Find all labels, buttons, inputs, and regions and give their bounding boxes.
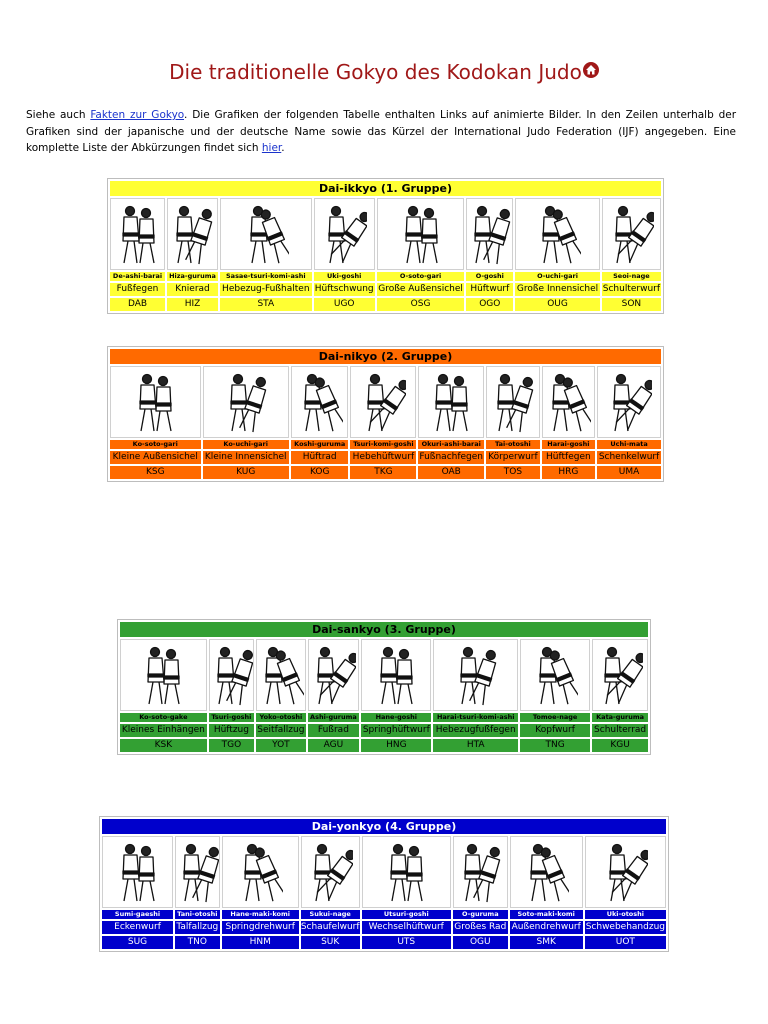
japanese-throw-name: Ko-soto-gari: [110, 440, 201, 449]
german-throw-name: Knierad: [167, 283, 218, 296]
judo-throw-illustration: [223, 369, 269, 435]
judo-throw-illustration: [307, 839, 353, 905]
german-throw-name: Hebezugfußfegen: [433, 724, 518, 737]
japanese-throw-name: Tai-otoshi: [486, 440, 539, 449]
german-throw-name: Großes Rad: [454, 922, 507, 932]
ijf-abbreviation: TGO: [209, 739, 254, 752]
judo-throw-illustration: [115, 201, 161, 267]
judo-throw-illustration: [132, 369, 178, 435]
throw-animation-link[interactable]: [120, 639, 207, 711]
throw-animation-link[interactable]: [220, 198, 312, 270]
judo-throw-illustration: [602, 839, 648, 905]
german-throw-name: Kleine Außensichel: [110, 451, 201, 464]
ijf-abbreviation: OAB: [418, 466, 484, 479]
ijf-abbreviation: TOS: [486, 466, 539, 479]
japanese-throw-name: Tomoe-nage: [520, 713, 590, 722]
judo-throw-illustration: [297, 369, 343, 435]
judo-throw-illustration: [360, 369, 406, 435]
facts-link[interactable]: Fakten zur Gokyo: [90, 109, 185, 121]
ijf-abbreviation-row: [102, 936, 666, 949]
ijf-abbreviation: TNG: [520, 739, 590, 752]
japanese-throw-name: O-guruma: [453, 910, 508, 919]
ijf-abbreviation: UOT: [585, 936, 666, 949]
throw-animation-link[interactable]: [585, 836, 666, 908]
throw-animation-link[interactable]: [466, 198, 513, 270]
german-name-row: [120, 724, 648, 737]
judo-throw-illustration: [383, 839, 429, 905]
japanese-throw-name: Tsuri-goshi: [209, 713, 254, 722]
throw-animation-link[interactable]: [301, 836, 360, 908]
ijf-abbreviation: SON: [602, 298, 661, 311]
home-icon[interactable]: [583, 62, 599, 78]
german-throw-name: Springdrehwurf: [222, 921, 299, 934]
judo-throw-illustration: [115, 839, 161, 905]
judo-throw-illustration: [597, 642, 643, 708]
throw-animation-link[interactable]: [102, 836, 173, 908]
judo-throw-illustration: [310, 642, 356, 708]
throw-animation-link[interactable]: [592, 639, 648, 711]
picture-row: [120, 639, 648, 711]
japanese-throw-name: Kata-guruma: [592, 713, 648, 722]
throw-animation-link[interactable]: [222, 836, 299, 908]
german-throw-name: Fußrad: [308, 724, 360, 737]
ijf-abbreviation: KUG: [203, 466, 289, 479]
throw-animation-link[interactable]: [291, 366, 349, 438]
japanese-throw-name: Ko-uchi-gari: [203, 440, 289, 449]
german-throw-name: Hüftwurf: [466, 283, 513, 296]
group-table-3: [117, 619, 651, 755]
german-throw-name: Talfallzug: [176, 922, 219, 932]
ijf-abbreviation: SMK: [510, 936, 583, 949]
judo-throw-illustration: [608, 201, 654, 267]
german-throw-name: Körperwurf: [488, 452, 538, 462]
judo-throw-illustration: [210, 642, 254, 708]
group-header: Dai-yonkyo (4. Gruppe): [102, 819, 666, 834]
throw-animation-link[interactable]: [602, 198, 661, 270]
german-throw-name: Wechselhüftwurf: [362, 921, 451, 934]
ijf-abbreviation: AGU: [308, 739, 360, 752]
german-throw-name: Hüftzug: [209, 724, 254, 737]
german-throw-name: Kleines Einhängen: [121, 725, 205, 735]
group-table-2: [107, 346, 664, 482]
ijf-abbreviation-row: [110, 466, 661, 479]
picture-row: [102, 836, 666, 908]
japanese-throw-name: O-goshi: [466, 272, 513, 281]
german-throw-name: Kopfwurf: [520, 724, 590, 737]
ijf-abbreviation: UGO: [314, 298, 375, 311]
japanese-throw-name: Uki-otoshi: [585, 910, 666, 919]
throw-animation-link[interactable]: [515, 198, 600, 270]
throw-animation-link[interactable]: [110, 198, 165, 270]
judo-throw-illustration: [457, 839, 503, 905]
judo-throw-illustration: [237, 839, 283, 905]
judo-throw-illustration: [258, 642, 304, 708]
japanese-throw-name: Hane-goshi: [361, 713, 431, 722]
judo-throw-illustration: [321, 201, 367, 267]
judo-throw-illustration: [606, 369, 652, 435]
judo-throw-illustration: [398, 201, 444, 267]
throw-animation-link[interactable]: [175, 836, 220, 908]
throw-animation-link[interactable]: [361, 639, 431, 711]
judo-throw-illustration: [490, 369, 536, 435]
ijf-abbreviation: KOG: [291, 466, 349, 479]
throw-animation-link[interactable]: [203, 366, 289, 438]
intro-paragraph: [26, 107, 736, 157]
japanese-throw-name: Uchi-mata: [597, 440, 661, 449]
ijf-abbreviation: TKG: [350, 466, 416, 479]
japanese-throw-name: Soto-maki-komi: [510, 910, 583, 919]
judo-throw-illustration: [428, 369, 474, 435]
german-throw-name: Hüftrad: [291, 451, 349, 464]
ijf-abbreviation: OGU: [453, 936, 508, 949]
german-throw-name: Springhüftwurf: [362, 725, 430, 735]
ijf-abbreviation: YOT: [256, 739, 306, 752]
german-throw-name: Schulterrad: [594, 725, 647, 735]
throw-animation-link[interactable]: [542, 366, 595, 438]
ijf-abbreviation: OSG: [377, 298, 465, 311]
japanese-throw-name: O-uchi-gari: [515, 272, 600, 281]
japanese-throw-name: De-ashi-barai: [110, 272, 165, 281]
german-throw-name: Hebezug-Fußhalten: [220, 283, 312, 296]
ijf-abbreviation-row: [120, 739, 648, 752]
german-throw-name: Hüftschwung: [314, 284, 374, 294]
german-throw-name: Außendrehwurf: [511, 922, 581, 932]
group-header: Dai-sankyo (3. Gruppe): [120, 622, 648, 637]
japanese-name-row: [110, 440, 661, 449]
japanese-throw-name: Okuri-ashi-barai: [418, 440, 484, 449]
throw-animation-link[interactable]: [486, 366, 539, 438]
throw-animation-link[interactable]: [597, 366, 661, 438]
japanese-throw-name: Ko-soto-gake: [120, 713, 207, 722]
ijf-abbreviation: TNO: [175, 936, 220, 949]
ijf-abbreviation: DAB: [110, 298, 165, 311]
throw-animation-link[interactable]: [453, 836, 508, 908]
german-throw-name: Schaufelwurf: [300, 922, 360, 932]
german-throw-name: Schenkelwurf: [598, 452, 660, 462]
japanese-name-row: [120, 713, 648, 722]
ijf-abbreviation: SUG: [102, 936, 173, 949]
judo-throw-illustration: [523, 839, 569, 905]
judo-throw-illustration: [176, 839, 220, 905]
group-header: Dai-nikyo (2. Gruppe): [110, 349, 661, 364]
japanese-throw-name: Hiza-guruma: [167, 272, 218, 281]
group-header: Dai-ikkyo (1. Gruppe): [110, 181, 661, 196]
ijf-abbreviation: KSK: [120, 739, 207, 752]
japanese-throw-name: Harai-goshi: [542, 440, 595, 449]
japanese-throw-name: Yoko-otoshi: [256, 713, 306, 722]
throw-animation-link[interactable]: [362, 836, 451, 908]
japanese-throw-name: Sukui-nage: [301, 910, 360, 919]
japanese-name-row: [110, 272, 661, 281]
abbreviations-link[interactable]: hier: [261, 142, 282, 154]
judo-throw-illustration: [140, 642, 186, 708]
throw-animation-link[interactable]: [308, 639, 360, 711]
german-throw-name: Schulterwurf: [602, 284, 661, 294]
page-title: [0, 60, 768, 84]
german-name-row: [110, 451, 661, 464]
ijf-abbreviation: STA: [220, 298, 312, 311]
judo-throw-illustration: [535, 201, 581, 267]
japanese-throw-name: Koshi-guruma: [291, 440, 349, 449]
japanese-throw-name: Seoi-nage: [602, 272, 661, 281]
japanese-throw-name: Ashi-guruma: [308, 713, 360, 722]
throw-animation-link[interactable]: [433, 639, 518, 711]
ijf-abbreviation: HNG: [361, 739, 431, 752]
intro-text-1: Siehe auch: [26, 109, 91, 121]
ijf-abbreviation: HTA: [433, 739, 518, 752]
ijf-abbreviation: HIZ: [167, 298, 218, 311]
ijf-abbreviation: UTS: [362, 936, 451, 949]
german-throw-name: Große Außensichel: [378, 284, 463, 294]
japanese-name-row: [102, 910, 666, 919]
german-throw-name: Hüftfegen: [542, 451, 595, 464]
group-table-1: [107, 178, 664, 314]
throw-animation-link[interactable]: [520, 639, 590, 711]
judo-throw-illustration: [545, 369, 591, 435]
german-throw-name: Hebehüftwurf: [350, 451, 416, 464]
intro-text-3: .: [281, 142, 285, 154]
judo-throw-illustration: [453, 642, 499, 708]
throw-animation-link[interactable]: [510, 836, 583, 908]
japanese-throw-name: Sumi-gaeshi: [102, 910, 173, 919]
page-title-text: Die traditionelle Gokyo des Kodokan Judo: [169, 60, 582, 84]
german-name-row: [102, 921, 666, 934]
group-table-4: [99, 816, 669, 952]
japanese-throw-name: O-soto-gari: [377, 272, 465, 281]
judo-throw-illustration: [467, 201, 513, 267]
japanese-throw-name: Tani-otoshi: [175, 910, 220, 919]
throw-animation-link[interactable]: [167, 198, 218, 270]
ijf-abbreviation: SUK: [301, 936, 360, 949]
judo-throw-illustration: [373, 642, 419, 708]
picture-row: [110, 198, 661, 270]
ijf-abbreviation: KGU: [592, 739, 648, 752]
german-name-row: [110, 283, 661, 296]
ijf-abbreviation: OGO: [466, 298, 513, 311]
ijf-abbreviation: HNM: [222, 936, 299, 949]
ijf-abbreviation: UMA: [597, 466, 661, 479]
judo-throw-illustration: [532, 642, 578, 708]
german-throw-name: Kleine Innensichel: [203, 451, 289, 464]
german-throw-name: Fußnachfegen: [419, 452, 484, 462]
japanese-throw-name: Utsuri-goshi: [362, 910, 451, 919]
japanese-throw-name: Sasae-tsuri-komi-ashi: [220, 272, 312, 281]
throw-animation-link[interactable]: [314, 198, 375, 270]
german-throw-name: Große Innensichel: [516, 284, 599, 294]
throw-animation-link[interactable]: [377, 198, 465, 270]
intro-text-2: . Die Grafiken der folgenden Tabelle enthalten Links auf animierte Bilder. In den Zeilen unterhalb der Grafiken sind der japanische und der deutsche Name sowie das Kürzel der International Judo Federation (IJF) angegeben. Eine komplette Liste der Abkürzungen findet sich: [26, 109, 737, 154]
throw-animation-link[interactable]: [209, 639, 254, 711]
ijf-abbreviation: KSG: [110, 466, 201, 479]
german-throw-name: Schwebehandzug: [585, 922, 665, 932]
throw-animation-link[interactable]: [110, 366, 201, 438]
ijf-abbreviation: OUG: [515, 298, 600, 311]
picture-row: [110, 366, 661, 438]
german-throw-name: Seitfallzug: [257, 725, 305, 735]
japanese-throw-name: Harai-tsuri-komi-ashi: [433, 713, 518, 722]
throw-animation-link[interactable]: [418, 366, 484, 438]
japanese-throw-name: Uki-goshi: [314, 272, 375, 281]
japanese-throw-name: Hane-maki-komi: [222, 910, 299, 919]
german-throw-name: Fußfegen: [110, 283, 165, 296]
judo-throw-illustration: [243, 201, 289, 267]
german-throw-name: Eckenwurf: [102, 921, 173, 934]
ijf-abbreviation: HRG: [542, 466, 595, 479]
judo-throw-illustration: [169, 201, 215, 267]
japanese-throw-name: Tsuri-komi-goshi: [350, 440, 416, 449]
throw-animation-link[interactable]: [256, 639, 306, 711]
ijf-abbreviation-row: [110, 298, 661, 311]
throw-animation-link[interactable]: [350, 366, 416, 438]
